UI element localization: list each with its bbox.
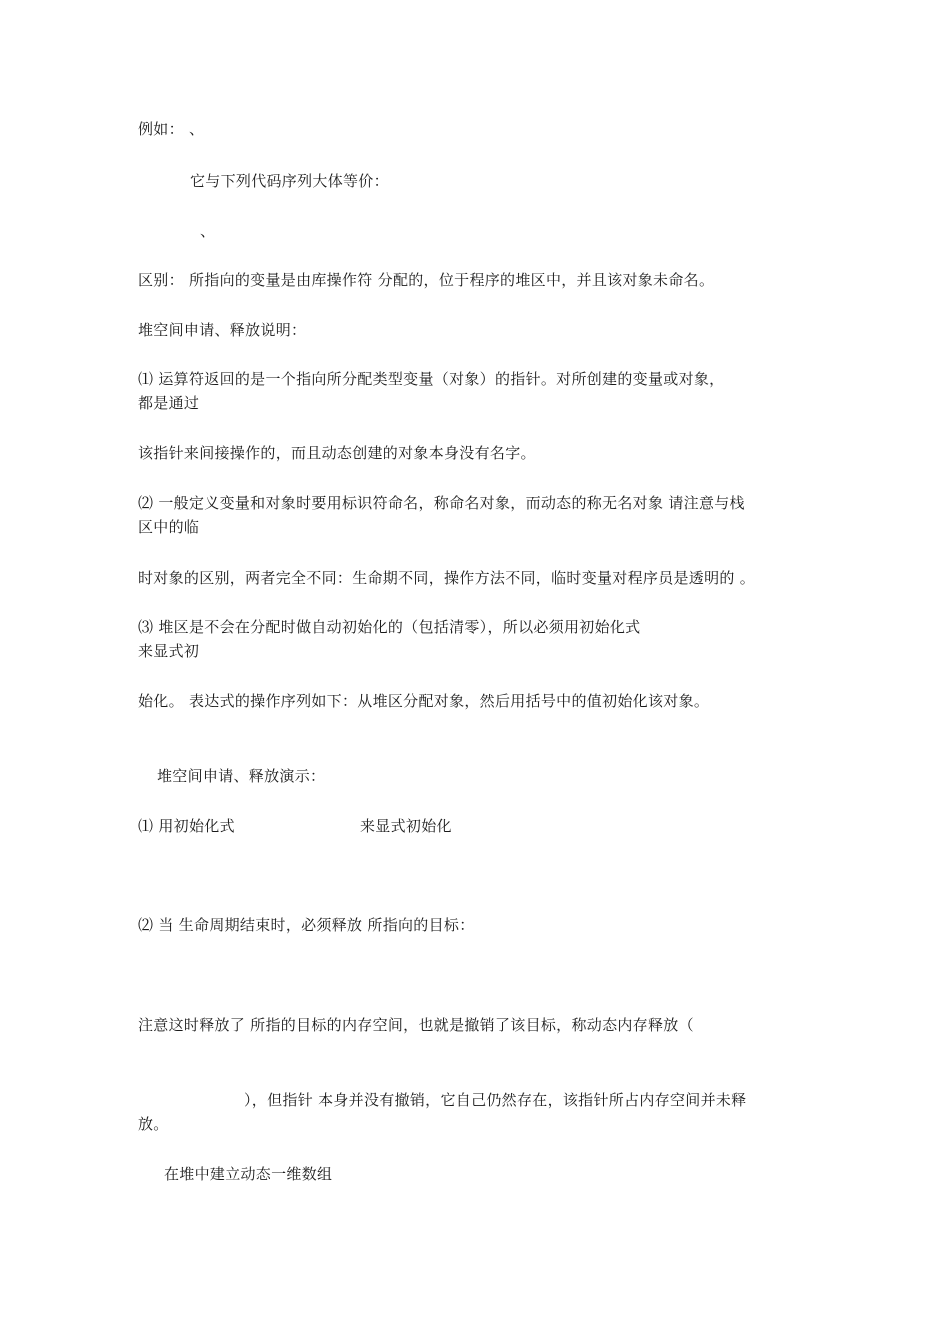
text-line: 例如： 、 bbox=[138, 120, 205, 138]
text-line: ⑵ 一般定义变量和对象时要用标识符命名，称命名对象，而动态的称无名对象 请注意与栈 bbox=[138, 494, 745, 512]
text-line: 放。 bbox=[138, 1115, 169, 1133]
text-line: 注意这时释放了 所指的目标的内存空间，也就是撤销了该目标，称动态内存释放（ bbox=[138, 1016, 694, 1034]
section-heading: 堆空间申请、释放说明： bbox=[138, 321, 307, 339]
section-heading: 在堆中建立动态一维数组 bbox=[164, 1165, 333, 1183]
text-line: ⑶ 堆区是不会在分配时做自动初始化的（包括清零），所以必须用初始化式 bbox=[138, 618, 641, 636]
text-line: 来显式初始化 bbox=[360, 817, 452, 835]
text-line: 区中的临 bbox=[138, 518, 200, 536]
text-line: ⑴ 运算符返回的是一个指向所分配类型变量（对象）的指针。对所创建的变量或对象， bbox=[138, 370, 725, 388]
text-line: ⑵ 当 生命周期结束时，必须释放 所指向的目标： bbox=[138, 916, 475, 934]
text-line: 区别： 所指向的变量是由库操作符 分配的，位于程序的堆区中，并且该对象未命名。 bbox=[138, 271, 715, 289]
text-line: ⑴ 用初始化式 bbox=[138, 817, 235, 835]
text-line: 都是通过 bbox=[138, 394, 200, 412]
text-line: 时对象的区别，两者完全不同：生命期不同，操作方法不同，临时变量对程序员是透明的 。 bbox=[138, 569, 756, 587]
text-line: 始化。 表达式的操作序列如下：从堆区分配对象，然后用括号中的值初始化该对象。 bbox=[138, 692, 710, 710]
text-line: ），但指针 本身并没有撤销，它自己仍然存在，该指针所占内存空间并未释 bbox=[244, 1091, 747, 1109]
text-line: 该指针来间接操作的，而且动态创建的对象本身没有名字。 bbox=[138, 444, 536, 462]
text-line: 它与下列代码序列大体等价： bbox=[190, 172, 389, 190]
text-line: 、 bbox=[200, 222, 216, 240]
section-heading: 堆空间申请、释放演示： bbox=[157, 767, 326, 785]
text-line: 来显式初 bbox=[138, 642, 200, 660]
